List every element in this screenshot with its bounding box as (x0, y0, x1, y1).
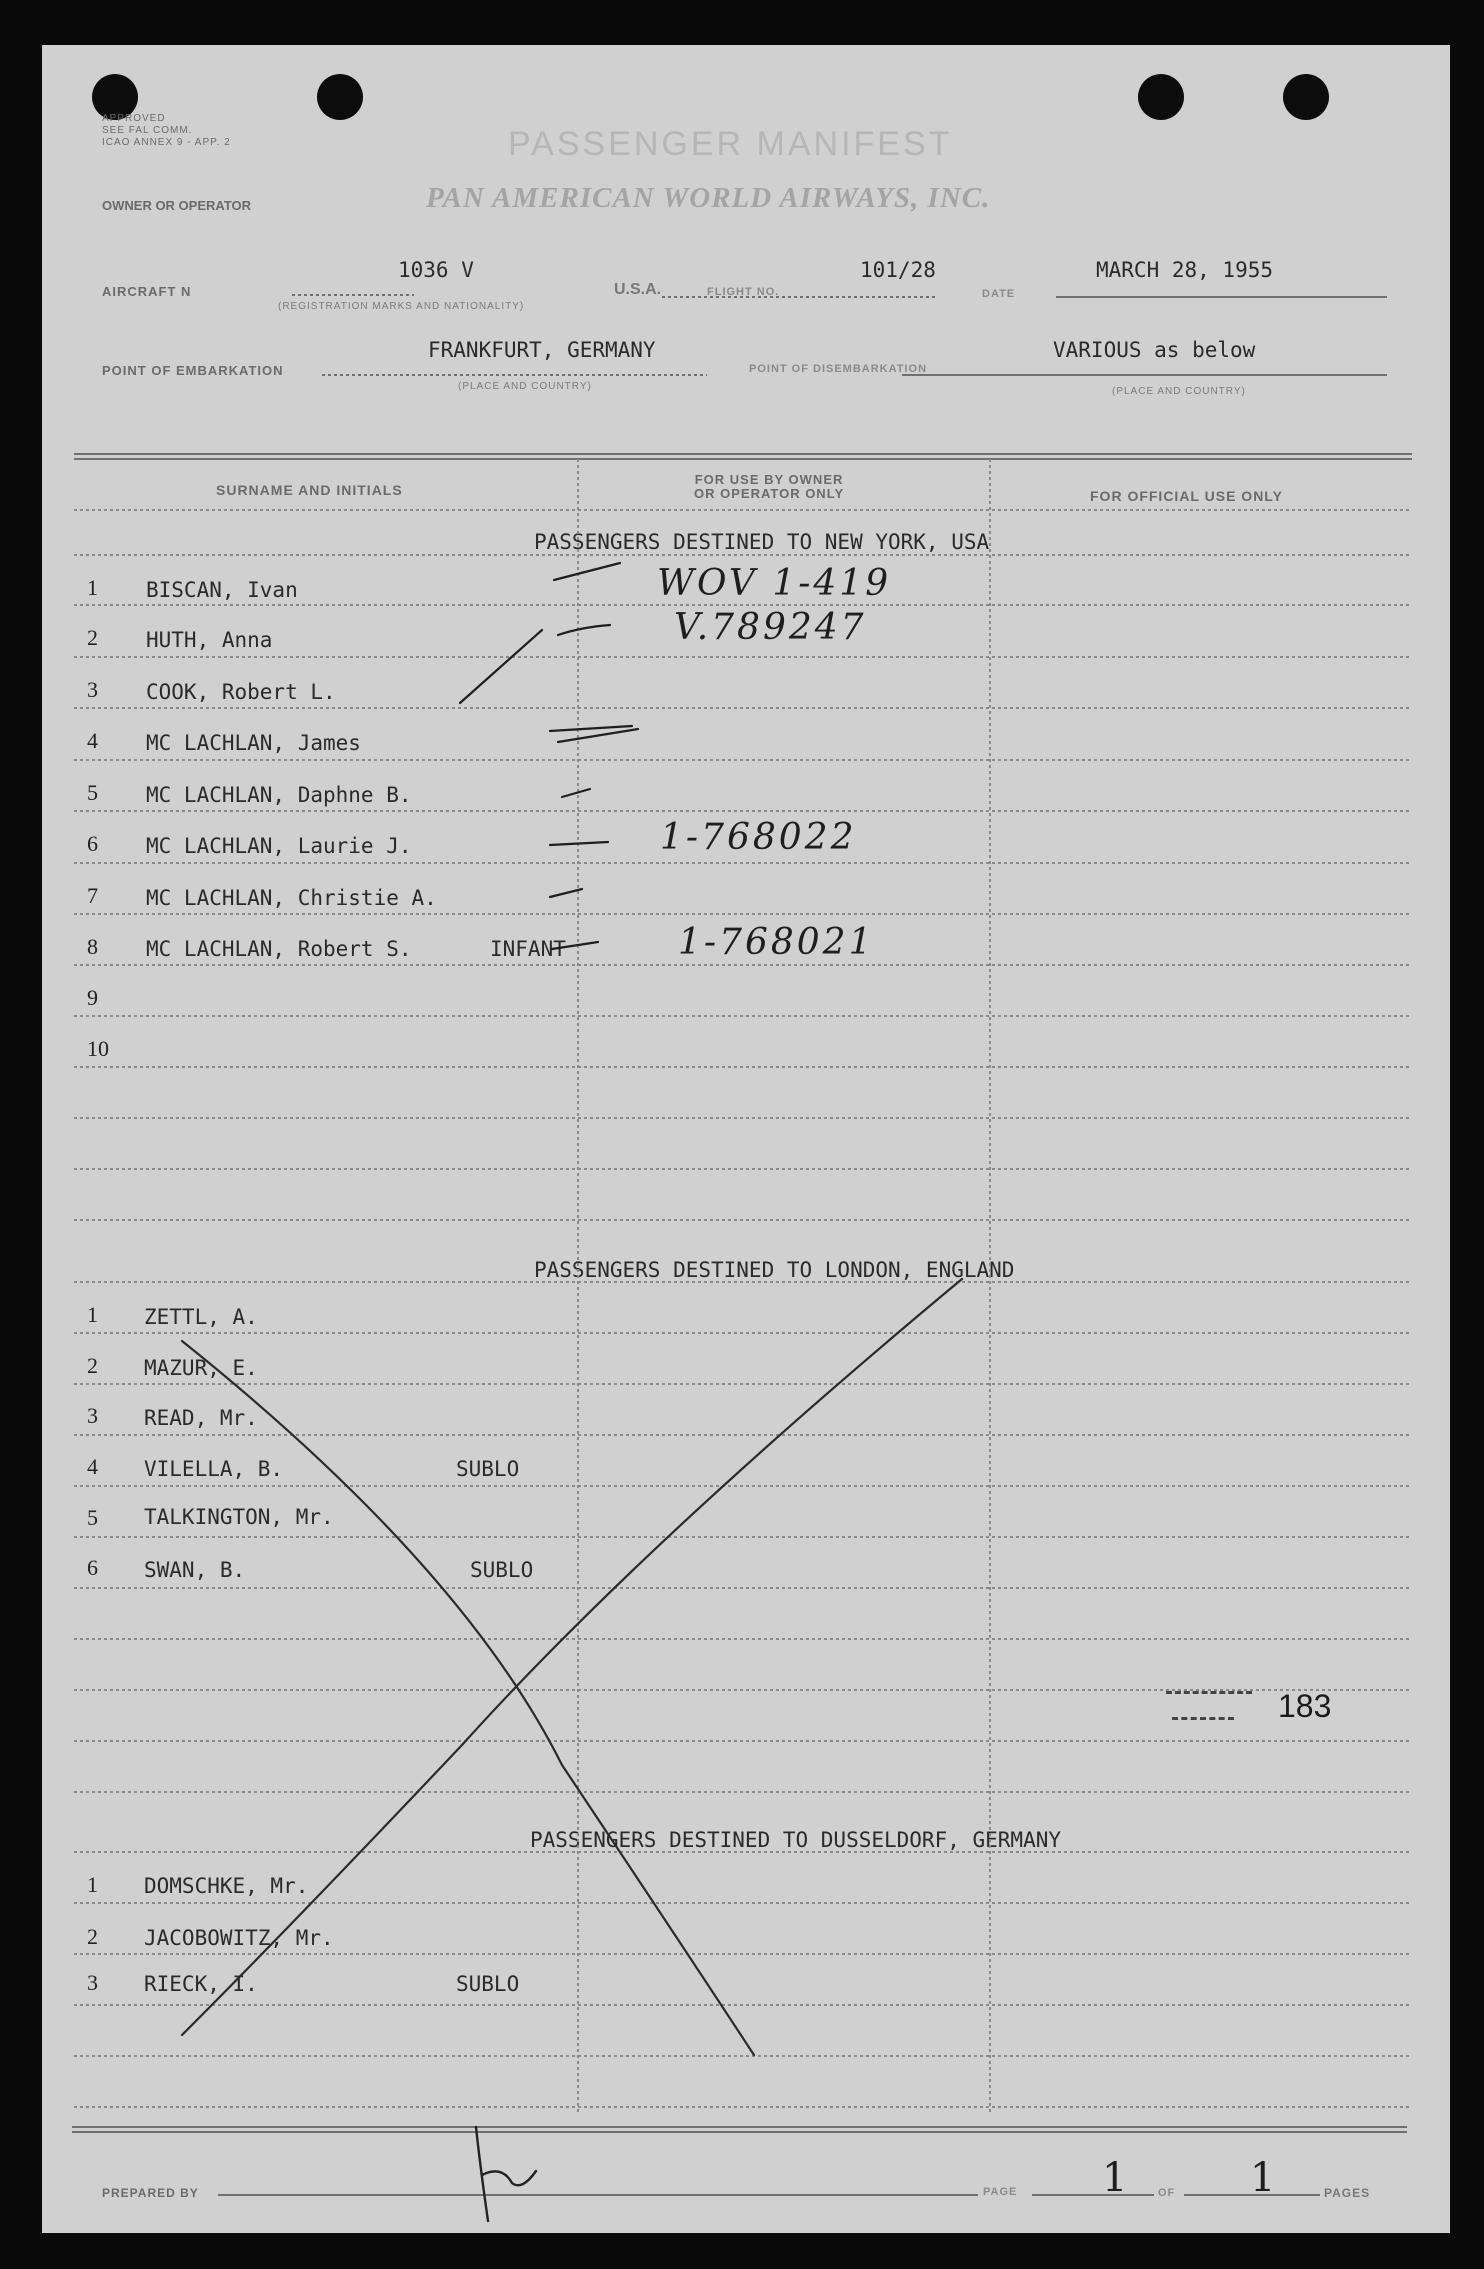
row-number: 1 (87, 1872, 98, 1897)
passenger-note: INFANT (490, 937, 566, 961)
col-official-use: FOR OFFICIAL USE ONLY (1090, 488, 1283, 504)
passenger-note: SUBLO (470, 1558, 534, 1582)
passenger-name: MC LACHLAN, Christie A. (146, 886, 437, 910)
page-label: PAGE (983, 2186, 1018, 2198)
row-number: 4 (87, 728, 98, 753)
passenger-name: HUTH, Anna (146, 628, 273, 652)
row-number: 5 (87, 780, 98, 805)
form-title: PASSENGER MANIFEST (508, 125, 953, 163)
embark-value: FRANKFURT, GERMANY (428, 338, 656, 362)
row-number: 3 (87, 1970, 98, 1995)
of-label: OF (1158, 2187, 1176, 2199)
passenger-name: MC LACHLAN, Daphne B. (146, 783, 412, 807)
flight-value: 101/28 (860, 258, 936, 282)
manifest-sheet (42, 45, 1450, 2233)
stamp-smudge (1172, 1717, 1234, 1724)
passenger-name: DOMSCHKE, Mr. (144, 1874, 309, 1898)
section-heading-london: PASSENGERS DESTINED TO LONDON, ENGLAND (534, 1258, 1015, 1282)
row-number: 7 (87, 883, 98, 908)
row-number: 1 (87, 1302, 98, 1327)
approval-note (102, 113, 231, 149)
row-number: 2 (87, 625, 98, 650)
row-number: 3 (87, 677, 98, 702)
handwritten-ticket: 1-768022 (660, 817, 857, 858)
col-owner-use-line: FOR USE BY OWNER (694, 472, 844, 487)
embark-caption: (PLACE AND COUNTRY) (458, 381, 592, 392)
passenger-name: TALKINGTON, Mr. (144, 1505, 334, 1529)
row-number: 9 (87, 985, 98, 1010)
approval-line: APPROVED (102, 113, 166, 124)
passenger-name: MC LACHLAN, James (146, 731, 361, 755)
passenger-note: SUBLO (456, 1972, 520, 1996)
section-heading-dusseldorf: PASSENGERS DESTINED TO DUSSELDORF, GERMANY (530, 1828, 1062, 1852)
punch-hole (1283, 74, 1329, 120)
approval-line: ICAO ANNEX 9 - APP. 2 (102, 137, 231, 148)
row-number: 6 (87, 1555, 98, 1580)
row-number: 2 (87, 1924, 98, 1949)
passenger-name: VILELLA, B. (144, 1457, 284, 1481)
aircraft-label: AIRCRAFT N (102, 284, 192, 299)
punch-hole (1138, 74, 1184, 120)
registration-caption: (REGISTRATION MARKS AND NATIONALITY) (278, 301, 525, 312)
row-number: 10 (87, 1036, 109, 1061)
passenger-name: MAZUR, E. (144, 1356, 258, 1380)
row-number: 2 (87, 1353, 98, 1378)
disembark-value: VARIOUS as below (1053, 338, 1256, 362)
flight-label: FLIGHT NO. (707, 286, 780, 298)
date-label: DATE (982, 288, 1016, 300)
embark-label: POINT OF EMBARKATION (102, 363, 284, 378)
col-owner-use (694, 473, 844, 501)
operator-name: PAN AMERICAN WORLD AIRWAYS, INC. (426, 182, 991, 214)
aircraft-value: 1036 V (398, 258, 474, 282)
handwritten-ticket: V.789247 (674, 607, 867, 648)
section-heading-new-york: PASSENGERS DESTINED TO NEW YORK, USA (534, 530, 990, 554)
owner-label: OWNER OR OPERATOR (102, 198, 252, 213)
disembark-caption: (PLACE AND COUNTRY) (1112, 386, 1246, 397)
disembark-label: POINT OF DISEMBARKATION (749, 363, 928, 375)
row-number: 6 (87, 831, 98, 856)
passenger-name: SWAN, B. (144, 1558, 246, 1582)
passenger-name: ZETTL, A. (144, 1305, 258, 1329)
stamp-smudge (1166, 1691, 1252, 1702)
passenger-note: SUBLO (456, 1457, 520, 1481)
punch-hole (317, 74, 363, 120)
total-pages: 1 (1250, 2155, 1279, 2201)
stamp-number: 183 (1278, 1688, 1332, 1724)
row-number: 8 (87, 934, 98, 959)
page-number: 1 (1102, 2155, 1131, 2201)
prepared-label: PREPARED BY (102, 2186, 199, 2200)
date-value: MARCH 28, 1955 (1096, 258, 1274, 282)
passenger-name: JACOBOWITZ, Mr. (144, 1926, 334, 1950)
row-number: 3 (87, 1403, 98, 1428)
col-owner-use-line: OR OPERATOR ONLY (694, 486, 845, 501)
row-number: 5 (87, 1505, 98, 1530)
passenger-name: MC LACHLAN, Laurie J. (146, 834, 412, 858)
nationality: U.S.A. (614, 281, 662, 298)
passenger-name: BISCAN, Ivan (146, 578, 298, 602)
approval-line: SEE FAL COMM. (102, 125, 193, 136)
pages-label: PAGES (1324, 2186, 1371, 2200)
col-surname: SURNAME AND INITIALS (216, 482, 403, 498)
row-number: 1 (87, 575, 98, 600)
passenger-name: MC LACHLAN, Robert S. (146, 937, 412, 961)
passenger-name: READ, Mr. (144, 1406, 258, 1430)
passenger-name: COOK, Robert L. (146, 680, 336, 704)
handwritten-ticket: 1-768021 (678, 922, 875, 963)
passenger-name: RIECK, I. (144, 1972, 258, 1996)
row-number: 4 (87, 1454, 98, 1479)
handwritten-ticket: WOV 1-419 (657, 563, 892, 604)
